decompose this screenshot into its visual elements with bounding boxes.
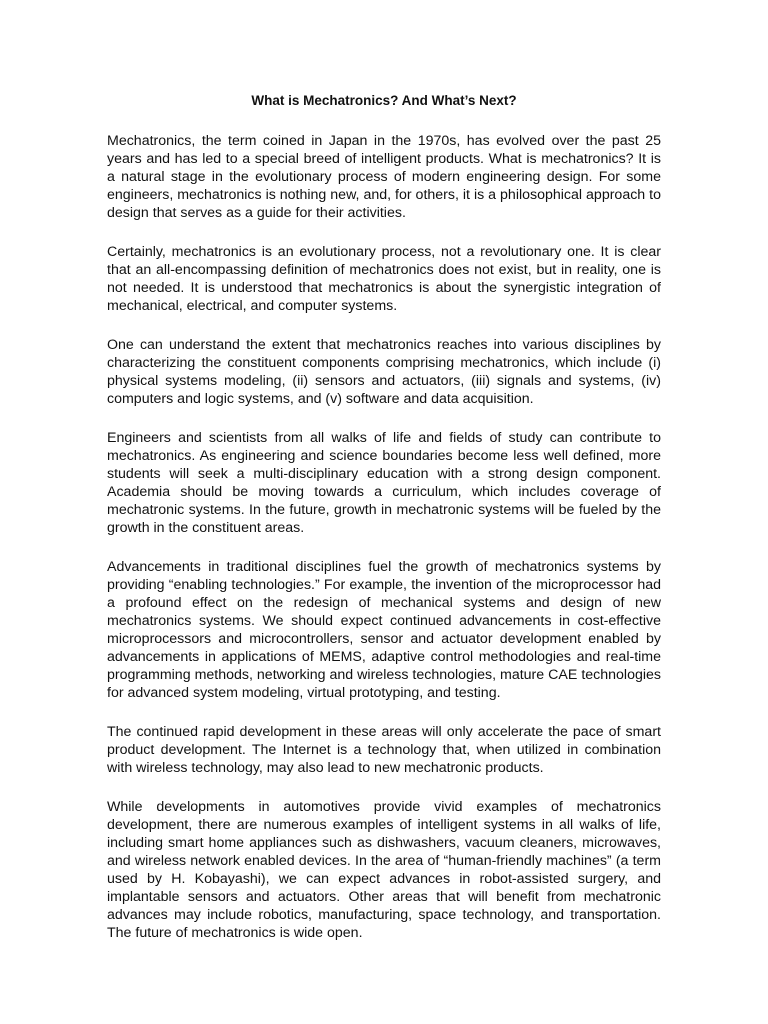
paragraph-6: The continued rapid development in these areas will only accelerate the pace of smart product development. The Internet is a technology that, when utilized in combination with wireless technology, may also lead to new mechatronic products. — [107, 724, 661, 776]
paragraph-1: Mechatronics, the term coined in Japan in the 1970s, has evolved over the past 25 years and has led to a special breed of intelligent products. What is mechatronics? It is a natural stage in the evolutionary process of modern engineering design. For some engineers, mechatronics is nothing new, and, for others, it is a philosophical approach to design that serves as a guide for their activities. — [107, 133, 661, 221]
document-page — [107, 92, 661, 963]
paragraph-5: Advancements in traditional disciplines fuel the growth of mechatronics systems by providing “enabling technologies.” For example, the invention of the microprocessor had a profound effect on the redesign of mechanical systems and design of new mechatronics systems. We should expect continued advancements in cost-effective microprocessors and microcontrollers, sensor and actuator development enabled by advancements in applications of MEMS, adaptive control methodologies and real-time programming methods, networking and wireless technologies, mature CAE technologies for advanced system modeling, virtual prototyping, and testing. — [107, 559, 661, 701]
paragraph-7: While developments in automotives provide vivid examples of mechatronics development, there are numerous examples of intelligent systems in all walks of life, including smart home appliances such as dishwashers, vacuum cleaners, microwaves, and wireless network enabled devices. In the area of “human-friendly machines” (a term used by H. Kobayashi), we can expect advances in robot-assisted surgery, and implantable sensors and actuators. Other areas that will benefit from mechatronic advances may include robotics, manufacturing, space technology, and transportation. The future of mechatronics is wide open. — [107, 799, 661, 941]
paragraph-3: One can understand the extent that mechatronics reaches into various disciplines by characterizing the constituent components comprising mechatronics, which include (i) physical systems modeling, (ii) sensors and actuators, (iii) signals and systems, (iv) computers and logic systems, and (v) software and data acquisition. — [107, 337, 661, 407]
document-title: What is Mechatronics? And What’s Next? — [251, 93, 517, 108]
paragraph-2: Certainly, mechatronics is an evolutionary process, not a revolutionary one. It is clear that an all-encompassing definition of mechatronics does not exist, but in reality, one is not needed. It is understood that mechatronics is about the synergistic integration of mechanical, electrical, and computer systems. — [107, 244, 661, 314]
paragraph-4: Engineers and scientists from all walks of life and fields of study can contribute to mechatronics. As engineering and science boundaries become less well defined, more students will seek a multi-disciplinary education with a strong design component. Academia should be moving towards a curriculum, which includes coverage of mechatronic systems. In the future, growth in mechatronic systems will be fueled by the growth in the constituent areas. — [107, 430, 661, 536]
